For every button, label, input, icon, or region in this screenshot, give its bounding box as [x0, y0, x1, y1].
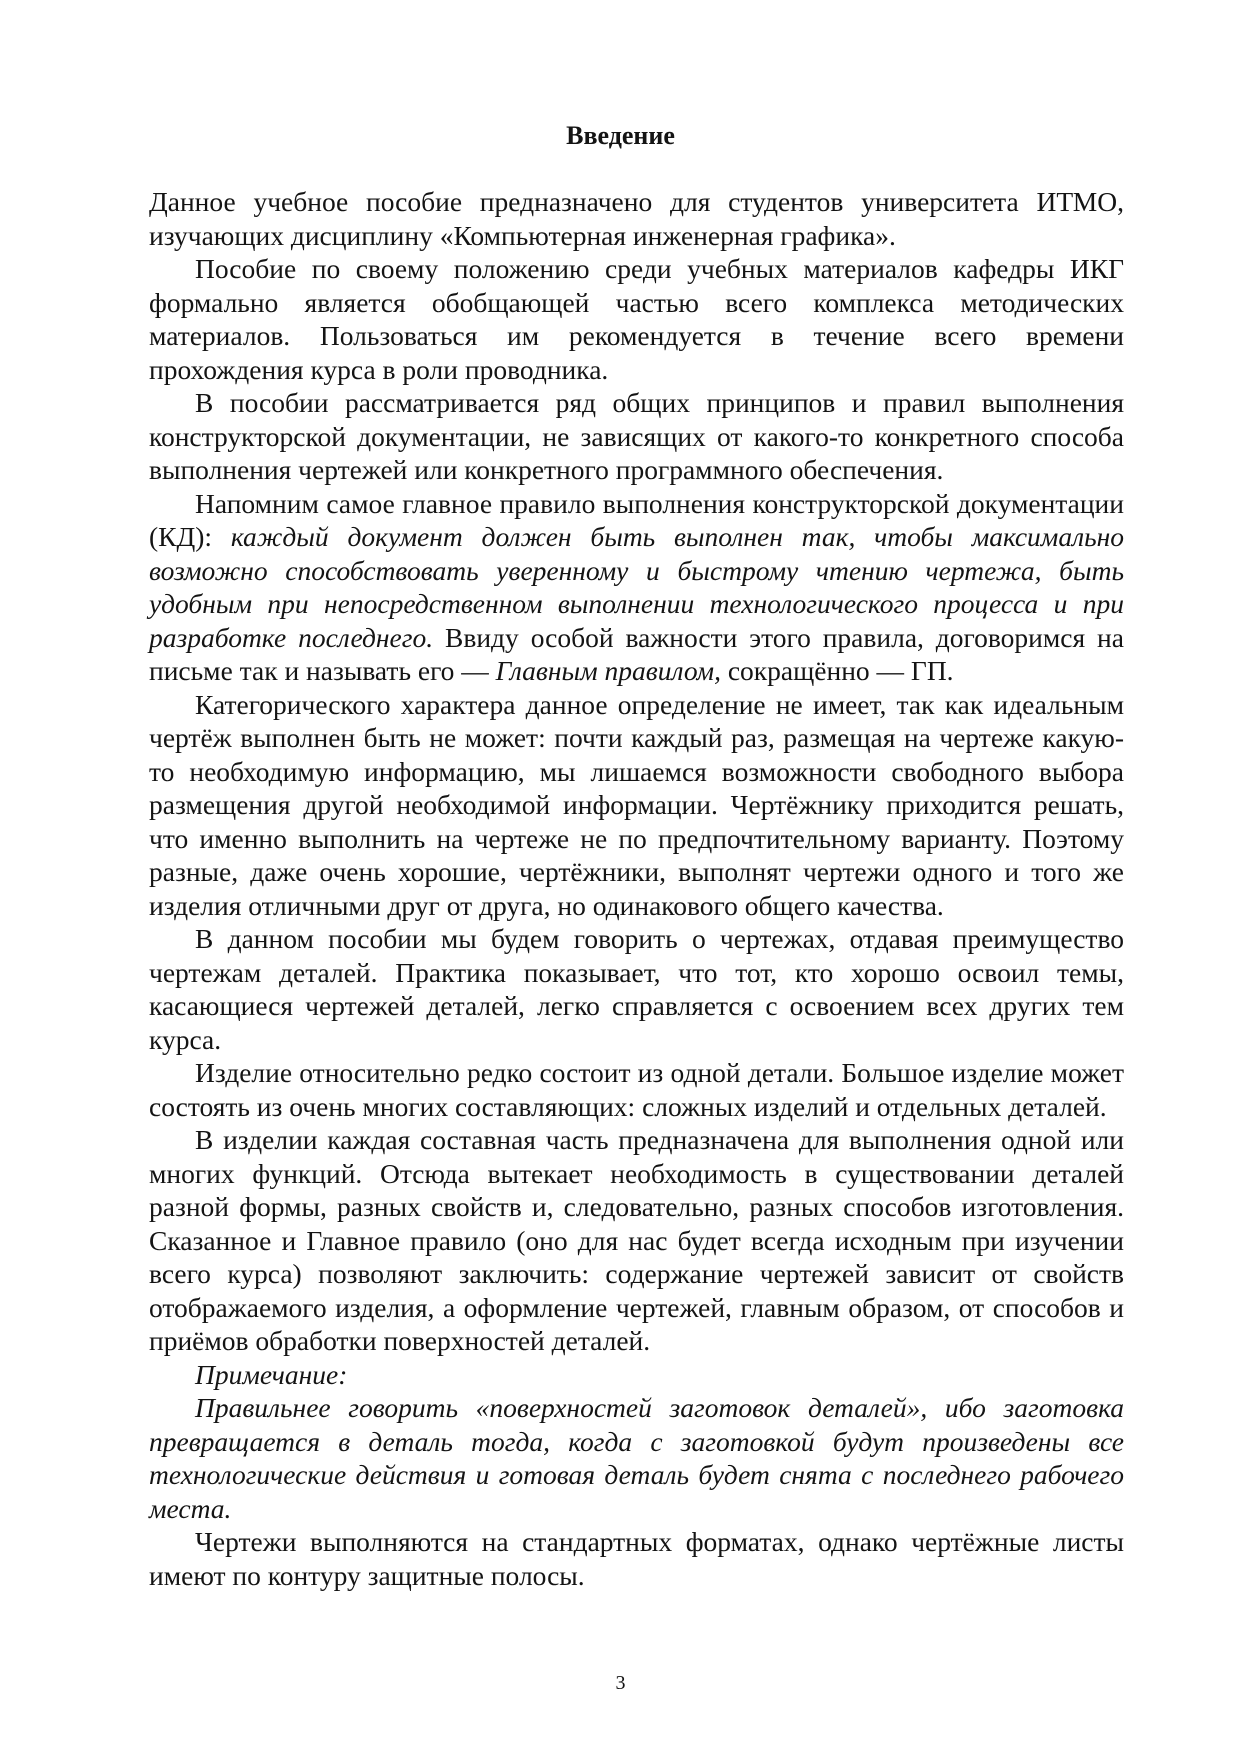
page-number: 3 — [615, 1672, 626, 1694]
main-rule-middle: Ввиду особой важности этого правила, договоримся на письме так и называть его — — [149, 621, 1124, 686]
paragraph-intro: Данное учебное пособие предназначено для студентов университета ИТМО, изучающих дисциплину «Компьютерная инженерная графика». — [149, 186, 1124, 251]
paragraph-functions: В изделии каждая составная часть предназначена для выполнения одной или многих функций. Отсюда вытекает необходимость в существовании деталей разной формы, разных свойств и, следовательно, разных способов изготовления. Сказанное и Главное правило (оно для нас будет всегда исходным при изучении всего курса) позволяют заключить: содержание чертежей зависит от свойств отображаемого изделия, а оформление чертежей, главным образом, от способов и приёмов обработки поверхностей деталей. — [149, 1124, 1124, 1356]
paragraph-principles: В пособии рассматривается ряд общих принципов и правил выполнения конструкторской документации, не зависящих от какого-то конкретного способа выполнения чертежей или конкретного программного обеспечения. — [149, 387, 1124, 485]
main-rule-end: сокращённо — ГП. — [720, 655, 954, 686]
section-title: Введение — [566, 121, 675, 150]
paragraph-categorical: Категорического характера данное определение не имеет, так как идеальным чертёж выполнен быть не может: почти каждый раз, размещая на чертеже какую-то необходимую информацию, мы лишаемся возможности свободного выбора размещения другой необходимой информации. Чертёжнику приходится решать, что именно выполнить на чертеже не по предпочтительному варианту. Поэтому разные, даже очень хорошие, чертёжники, выполнят чертежи одного и того же изделия отличными друг от друга, но одинакового общего качества. — [149, 688, 1124, 921]
main-rule-intro: Напомним самое главное правило выполнения конструкторской документации (КД): — [149, 487, 1124, 552]
paragraph-product: Изделие относительно редко состоит из одной детали. Большое изделие может состоять из очень многих составляющих: сложных изделий и отдельных деталей. — [149, 1057, 1124, 1122]
main-rule-name: Главным правилом, — [495, 655, 721, 686]
paragraph-formats: Чертежи выполняются на стандартных форматах, однако чертёжные листы имеют по контуру защитные полосы. — [149, 1526, 1124, 1591]
paragraph-part-drawings: В данном пособии мы будем говорить о чертежах, отдавая преимущество чертежам деталей. Практика показывает, что тот, кто хорошо освоил темы, касающиеся чертежей деталей, легко справляется с освоением всех других тем курса. — [149, 923, 1124, 1055]
note-label: Примечание: — [195, 1358, 348, 1390]
note-text: Правильнее говорить «поверхностей заготовок деталей», ибо заготовка превращается в деталь тогда, когда с заготовкой будут произведены все технологические действия и готовая деталь будет снята с последнего рабочего места. — [149, 1392, 1124, 1524]
document-body — [149, 185, 1124, 1592]
main-rule-text: каждый документ должен быть выполнен так, чтобы максимально возможно способствовать уверенному и быстрому чтению чертежа, быть удобным при непосредственном выполнении технологического процесса и при разработке последнего. — [149, 521, 1124, 653]
paragraph-main-rule — [149, 487, 1124, 688]
paragraph-purpose: Пособие по своему положению среди учебных материалов кафедры ИКГ формально является обобщающей частью всего комплекса методических материалов. Пользоваться им рекомендуется в течение всего времени прохождения курса в роли проводника. — [149, 253, 1124, 385]
